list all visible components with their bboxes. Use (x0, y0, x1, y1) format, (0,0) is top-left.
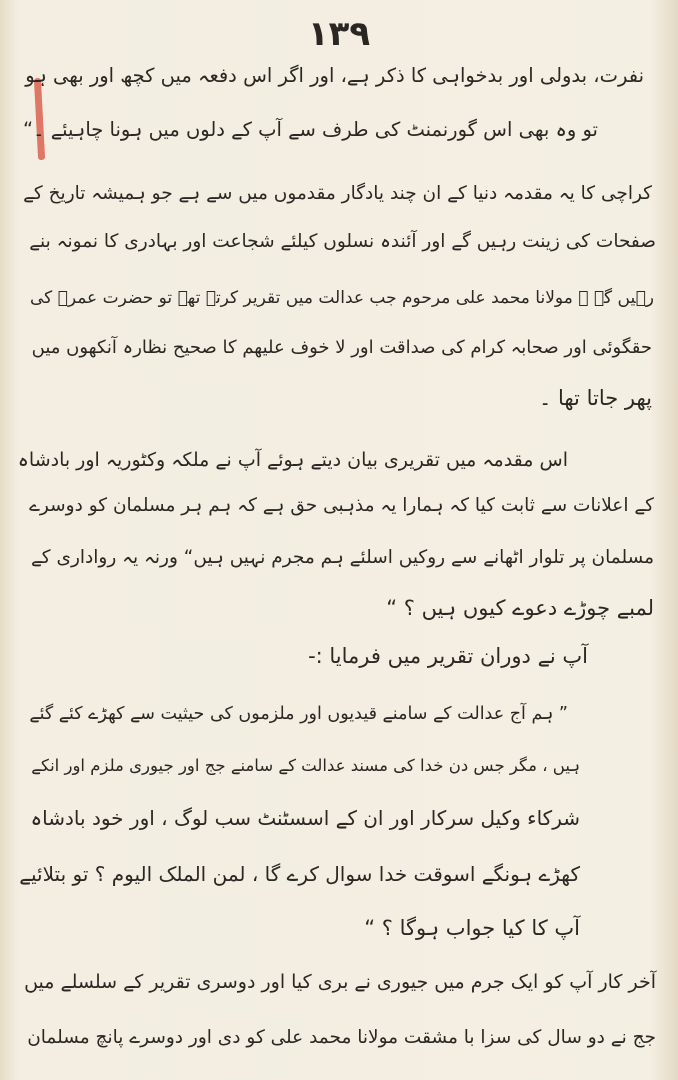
text-line: حقگوئی اور صحابہ کرام کی صداقت اور لا خوف علیھم کا صحیح نظارہ آنکھوں میں (31, 337, 652, 358)
text-line: شرکاء وکیل سرکار اور ان کے اسسٹنٹ سب لوگ ، اور خود بادشاہ (30, 806, 580, 830)
text-line: ” ہم آج عدالت کے سامنے قیدیوں اور ملزموں کی حیثیت سے کھڑے کئے گئے (29, 704, 568, 724)
text-line: جج نے دو سال کی سزا با مشقت مولانا محمد علی کو دی اور دوسرے پانچ مسلمان (27, 1027, 656, 1048)
text-line: مسلمان پر تلوار اٹھانے سے روکیں اسلئے ہم مجرم نہیں ہیں“ ورنہ یہ رواداری کے (30, 547, 654, 568)
page-number: ۱۳۹ (307, 14, 371, 54)
text-line: آپ کا کیا جواب ہوگا ؟ “ (364, 916, 580, 940)
text-line: تو وہ بھی اس گورنمنٹ کی طرف سے آپ کے دلوں میں ہونا چاہیئے ۔“ (22, 118, 598, 141)
text-line: اس مقدمہ میں تقریری بیان دیتے ہوئے آپ نے ملکہ وکٹوریہ اور بادشاہ (17, 449, 568, 471)
text-line: صفحات کی زینت رہیں گے اور آئندہ نسلوں کیلئے شجاعت اور بہادری کا نمونہ بنے (29, 231, 656, 252)
text-line: نفرت، بدولی اور بدخواہی کا ذکر ہے، اور اگر اس دفعہ میں کچھ اور بھی ہو (25, 64, 644, 87)
text-line: کراچی کا یہ مقدمہ دنیا کے ان چند یادگار مقدموں میں سے ہے جو ہمیشہ تاریخ کے (23, 183, 652, 204)
text-line: ہیں ، مگر جس دن خدا کی مسند عدالت کے سامنے جج اور جیوری ملزم اور انکے (31, 756, 580, 775)
text-line: پھر جاتا تھا ۔ (539, 386, 652, 410)
text-line: کھڑے ہونگے اسوقت خدا سوال کرے گا ، لمن الملک الیوم ؟ تو بتلائیے (19, 862, 580, 886)
text-line: رہیں گے ۔ مولانا محمد علی مرحوم جب عدالت میں تقریر کرتے تھے تو حضرت عمرؓ کی (29, 288, 654, 308)
text-line: کے اعلانات سے ثابت کیا کہ ہمارا یہ مذہبی حق ہے کہ ہم ہر مسلمان کو دوسرے (29, 495, 654, 516)
text-line: آخر کار آپ کو ایک جرم میں جیوری نے بری کیا اور دوسری تقریر کے سلسلے میں (24, 971, 656, 993)
text-line: لمبے چوڑے دعوے کیوں ہیں ؟ “ (386, 596, 654, 620)
text-line: آپ نے دوران تقریر میں فرمایا :- (308, 644, 588, 668)
